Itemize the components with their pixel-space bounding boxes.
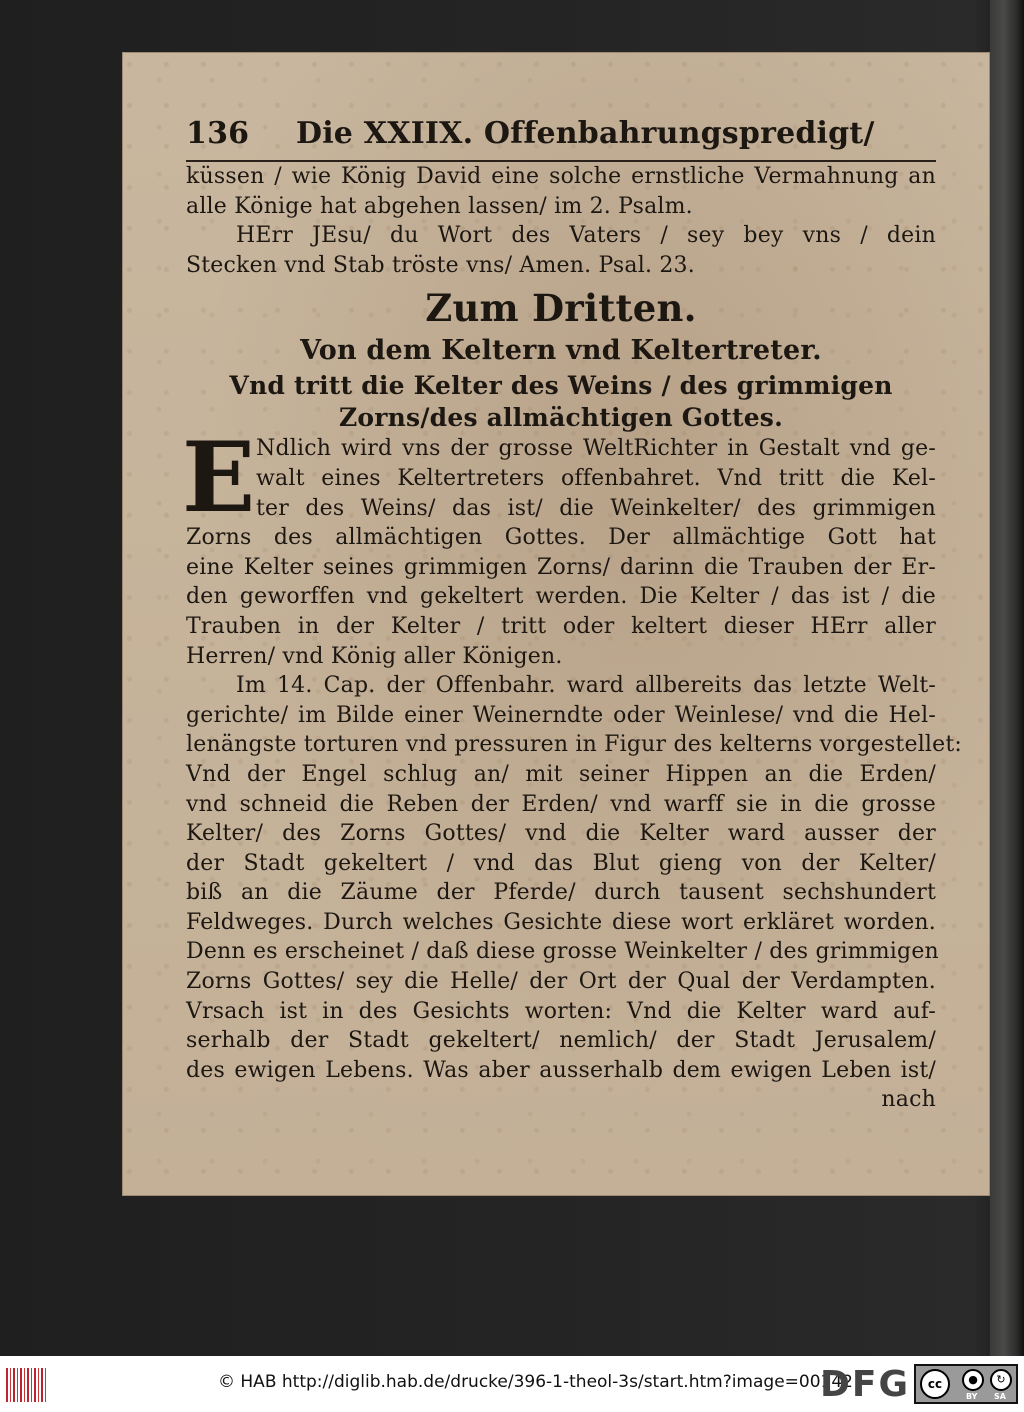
paragraph-line: Zorns des allmächtigen Gottes. Der allmächtige Gott hat	[186, 525, 936, 551]
paragraph-line: serhalb der Stadt gekeltert/ nemlich/ der Stadt Jerusalem/	[186, 1028, 936, 1054]
source-credit-link[interactable]: © HAB http://diglib.hab.de/drucke/396-1-theol-3s/start.htm?image=00142	[218, 1372, 853, 1392]
paragraph-line: des ewigen Lebens. Was aber ausserhalb dem ewigen Leben ist/	[186, 1057, 936, 1083]
catchword: nach	[881, 1087, 936, 1113]
section-heading: Zum Dritten.	[425, 286, 697, 331]
paragraph-line: Im 14. Cap. der Offenbahr. ward allbereits das letzte Welt-	[236, 673, 936, 699]
dfg-logo: DFG	[820, 1364, 911, 1405]
section-subheading: Von dem Keltern vnd Keltertreter.	[300, 335, 822, 367]
paragraph-line: Zorns Gottes/ sey die Helle/ der Ort der Qual der Verdampten.	[186, 969, 936, 995]
drop-capital: E	[182, 421, 256, 535]
paragraph-line: lenängste torturen vnd pressuren in Figur des kelterns vorgestellet:	[186, 732, 963, 758]
running-header	[186, 116, 936, 162]
scripture-verse: Vnd tritt die Kelter des Weins / des grimmigen	[229, 371, 893, 401]
paragraph-line: der Stadt gekeltert / vnd das Blut gieng von der Kelter/	[186, 850, 936, 876]
paragraph-line: Ndlich wird vns der grosse WeltRichter in Gestalt vnd ge-	[256, 436, 936, 462]
paragraph-line: Vnd der Engel schlug an/ mit seiner Hippen an die Erden/	[186, 761, 936, 787]
sa-label: SA	[994, 1392, 1006, 1401]
page-text	[182, 116, 963, 1115]
paragraph-line: ter des Weins/ das ist/ die Weinkelter/ des grimmigen	[256, 495, 936, 521]
paragraph-2	[186, 671, 963, 1085]
running-title: Die XXIIX. Offenbahrungspredigt/	[296, 116, 875, 151]
intro-line: alle Könige hat abgehen lassen/ im 2. Psalm.	[186, 193, 693, 219]
cc-license-badge[interactable]	[914, 1364, 1018, 1404]
paragraph-line: vnd schneid die Reben der Erden/ vnd warff sie in die grosse	[186, 791, 936, 817]
book-edge	[990, 0, 1024, 1356]
paragraph-line: gerichte/ im Bilde einer Weinerndte oder Weinlese/ vnd die Hel-	[186, 702, 936, 728]
share-alike-icon: ↻	[990, 1369, 1012, 1391]
paragraph-line: Feldweges. Durch welches Gesichte diese wort erkläret worden.	[186, 909, 936, 935]
paragraph-line: Trauben in der Kelter / tritt oder keltert dieser HErr aller	[186, 613, 936, 639]
scripture-verse: Zorns/des allmächtigen Gottes.	[338, 403, 783, 433]
intro-line: Stecken vnd Stab tröste vns/ Amen. Psal. 23.	[186, 252, 695, 278]
paragraph-1	[182, 421, 936, 671]
library-barcode-icon	[6, 1368, 46, 1402]
paragraph-line: Herren/ vnd König aller Königen.	[186, 643, 563, 669]
paragraph-line: eine Kelter seines grimmigen Zorns/ darinn die Trauben der Er-	[186, 554, 936, 580]
paragraph-line: Vrsach ist in des Gesichts worten: Vnd die Kelter ward auf-	[186, 998, 936, 1024]
paragraph-line: biß an die Zäume der Pferde/ durch tausent sechshundert	[186, 880, 936, 906]
viewer-footer	[0, 1356, 1024, 1412]
intro-line: HErr JEsu/ du Wort des Vaters / sey bey vns / dein	[236, 223, 936, 249]
paragraph-line: den geworffen vnd gekeltert werden. Die Kelter / das ist / die	[186, 584, 936, 610]
attribution-icon: ●	[962, 1369, 984, 1391]
paragraph-line: Denn es erscheinet / daß diese grosse Weinkelter / des grimmigen	[186, 939, 939, 965]
paragraph-line: Kelter/ des Zorns Gottes/ vnd die Kelter ward ausser der	[186, 821, 936, 847]
intro-line: küssen / wie König David eine solche ernstliche Vermahnung an	[186, 164, 936, 189]
paragraph-line: walt eines Keltertreters offenbahret. Vnd tritt die Kel-	[256, 465, 936, 491]
by-label: BY	[966, 1392, 978, 1401]
cc-icon: cc	[920, 1369, 950, 1399]
page-number: 136	[186, 116, 250, 151]
